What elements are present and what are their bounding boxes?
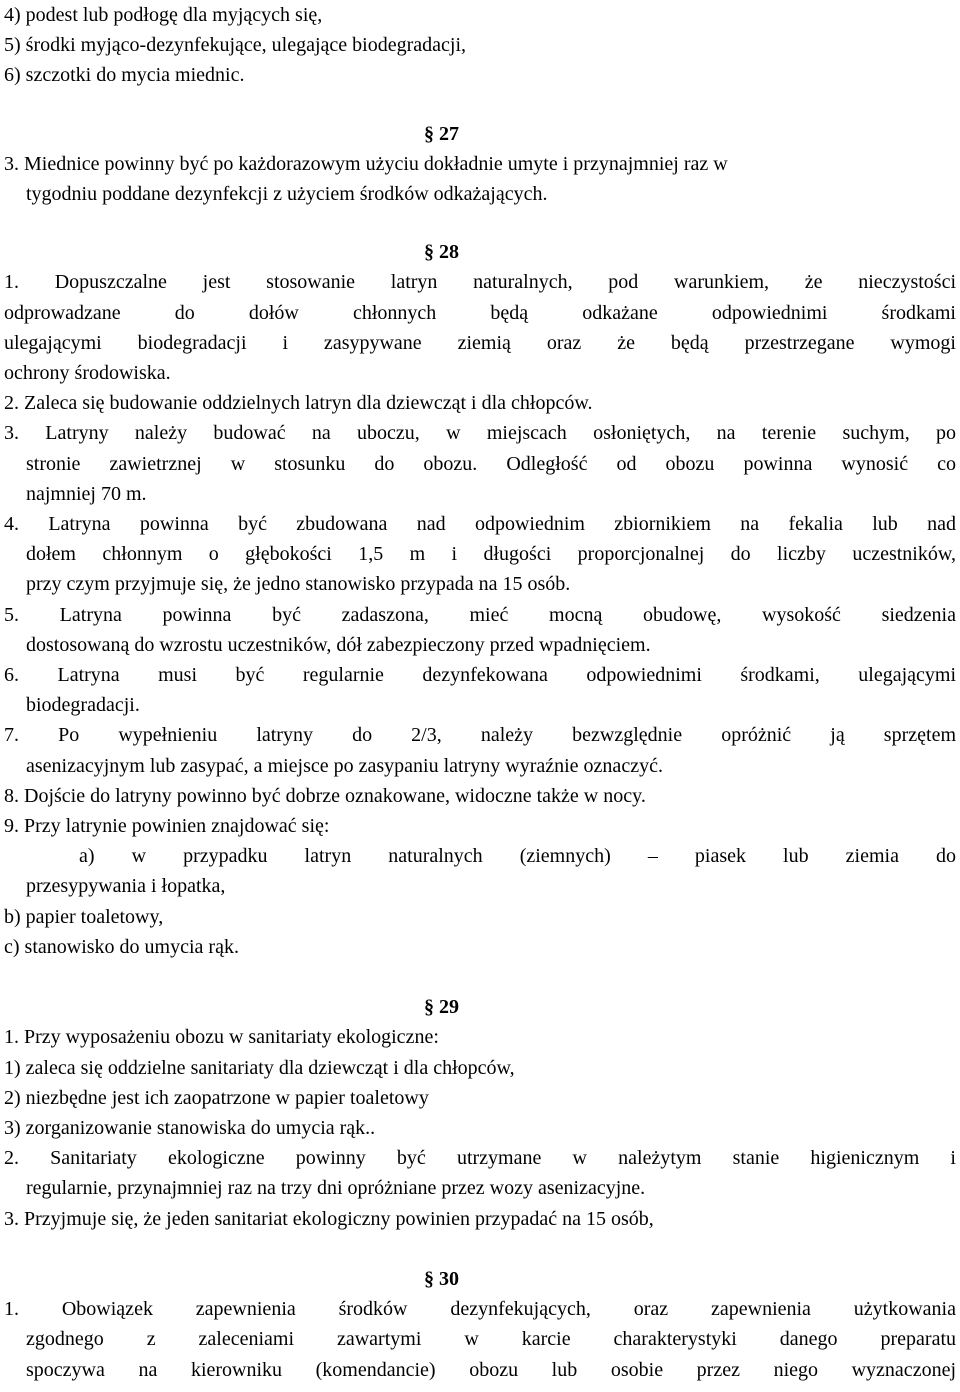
- paragraph-28-3-cont: stronie zawietrznej w stosunku do obozu. Odległość od obozu powinna wynosić co: [26, 452, 956, 475]
- paragraph-28-8: 8. Dojście do latryny powinno być dobrze oznakowane, widoczne także w nocy.: [4, 784, 646, 807]
- list-item: 4) podest lub podłogę dla myjących się,: [4, 4, 323, 26]
- paragraph-29-2-cont: regularnie, przynajmniej raz na trzy dni opróżniane przez wozy asenizacyjne.: [26, 1177, 646, 1200]
- paragraph-29-1-2: 2) niezbędne jest ich zaopatrzone w papier toaletowy: [4, 1086, 429, 1109]
- list-item: 6) szczotki do mycia miednic.: [4, 64, 245, 87]
- paragraph-30-1: 1. Obowiązek zapewnienia środków dezynfekujących, oraz zapewnienia użytkowania: [4, 1298, 956, 1321]
- paragraph-28-5-cont: dostosowaną do wzrostu uczestników, dół zabezpieczony przed wpadnięciem.: [26, 633, 651, 656]
- paragraph-28-3: 3. Latryny należy budować na uboczu, w miejscach osłoniętych, na terenie suchym, po: [4, 422, 956, 445]
- section-heading-28: § 28: [424, 241, 459, 264]
- paragraph-30-1-cont: spoczywa na kierowniku (komendancie) obozu lub osobie przez niego wyznaczonej: [26, 1358, 956, 1381]
- paragraph-28-4-cont: przy czym przyjmuje się, że jedno stanowisko przypada na 15 osób.: [26, 573, 571, 596]
- paragraph-28-4: 4. Latryna powinna być zbudowana nad odpowiednim zbiornikiem na fekalia lub nad: [4, 513, 956, 536]
- paragraph-28-9a-cont: przesypywania i łopatka,: [26, 875, 226, 898]
- paragraph-29-2: 2. Sanitariaty ekologiczne powinny być utrzymane w należytym stanie higienicznym i: [4, 1147, 956, 1170]
- paragraph-28-6: 6. Latryna musi być regularnie dezynfekowana odpowiednimi środkami, ulegającymi: [4, 664, 956, 687]
- list-item: 5) środki myjąco-dezynfekujące, ulegające biodegradacji,: [4, 34, 467, 57]
- section-heading-27: § 27: [424, 122, 459, 145]
- section-heading-29: § 29: [424, 996, 459, 1019]
- paragraph-28-3-cont: najmniej 70 m.: [26, 482, 147, 505]
- paragraph-28-9b: b) papier toaletowy,: [4, 905, 164, 928]
- paragraph-28-6-cont: biodegradacji.: [26, 694, 140, 717]
- section-heading-30: § 30: [424, 1268, 459, 1291]
- paragraph-30-1-cont: zgodnego z zaleceniami zawartymi w karcie charakterystyki danego preparatu: [26, 1328, 956, 1351]
- paragraph-28-9c: c) stanowisko do umycia rąk.: [4, 935, 239, 958]
- paragraph-28-9: 9. Przy latrynie powinien znajdować się:: [4, 815, 330, 838]
- paragraph-28-4-cont: dołem chłonnym o głębokości 1,5 m i długości proporcjonalnej do liczby uczestników,: [26, 543, 956, 566]
- paragraph-29-3: 3. Przyjmuje się, że jeden sanitariat ekologiczny powinien przypadać na 15 osób,: [4, 1207, 654, 1230]
- paragraph-28-2: 2. Zaleca się budowanie oddzielnych latryn dla dziewcząt i dla chłopców.: [4, 392, 593, 415]
- paragraph-28-9a: a) w przypadku latryn naturalnych (ziemnych) – piasek lub ziemia do: [79, 845, 956, 868]
- paragraph-27-3: 3. Miednice powinny być po każdorazowym użyciu dokładnie umyte i przynajmniej raz w: [4, 152, 728, 175]
- paragraph-28-7: 7. Po wypełnieniu latryny do 2/3, należy bezwzględnie opróżnić ją sprzętem: [4, 724, 956, 747]
- paragraph-28-1-cont: ulegającymi biodegradacji i zasypywane ziemią oraz że będą przestrzegane wymogi: [4, 331, 956, 354]
- paragraph-28-1-cont: odprowadzane do dołów chłonnych będą odkażane odpowiednimi środkami: [4, 301, 956, 324]
- paragraph-28-1-cont: ochrony środowiska.: [4, 362, 171, 384]
- paragraph-29-1-3: 3) zorganizowanie stanowiska do umycia rąk..: [4, 1117, 376, 1140]
- paragraph-29-1-1: 1) zaleca się oddzielne sanitariaty dla dziewcząt i dla chłopców,: [4, 1056, 515, 1079]
- paragraph-28-1: 1. Dopuszczalne jest stosowanie latryn naturalnych, pod warunkiem, że nieczystości: [4, 271, 956, 294]
- paragraph-27-3-cont: tygodniu poddane dezynfekcji z użyciem środków odkażających.: [26, 183, 548, 205]
- paragraph-29-1: 1. Przy wyposażeniu obozu w sanitariaty ekologiczne:: [4, 1026, 439, 1049]
- paragraph-28-5: 5. Latryna powinna być zadaszona, mieć mocną obudowę, wysokość siedzenia: [4, 603, 956, 626]
- paragraph-28-7-cont: asenizacyjnym lub zasypać, a miejsce po zasypaniu latryny wyraźnie oznaczyć.: [26, 754, 663, 777]
